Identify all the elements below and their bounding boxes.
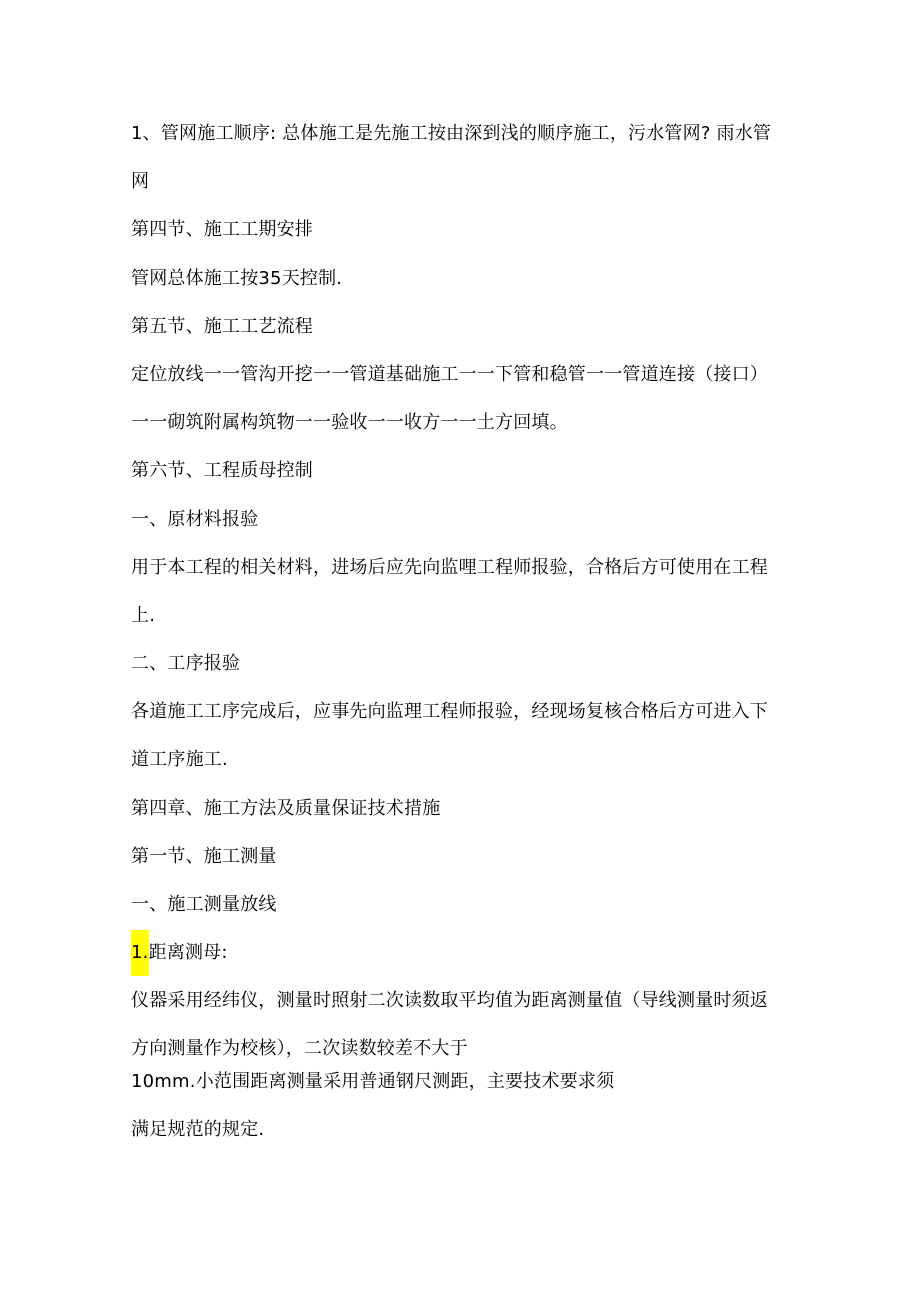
paragraph-line: 定位放线一一管沟开挖一一管道基础施工一一下管和稳管一一管道连接（接口） — [131, 364, 768, 385]
paragraph-line: 10mm.小范围距离测量采用普通钢尺测距，主要技术要求须 — [131, 1071, 615, 1092]
paragraph-line: 上. — [131, 605, 156, 626]
section-heading: 第五节、施工工艺流程 — [131, 316, 313, 337]
paragraph-line: 管网总体施工按35天控制. — [131, 268, 343, 289]
section-heading: 第四节、施工工期安排 — [131, 219, 313, 240]
paragraph-line: 一一砌筑附属构筑物一一验收一一收方一一土方回填。 — [131, 412, 568, 433]
numbered-item-text: 距离测母: — [148, 942, 228, 963]
subsection-heading: 一、原材料报验 — [131, 509, 259, 530]
paragraph-line: 网 — [131, 171, 150, 192]
paragraph-line: 道工序施工. — [131, 749, 228, 770]
section-heading: 第六节、工程质母控制 — [131, 460, 313, 481]
numbered-item — [131, 941, 228, 965]
paragraph-line: 1、管网施工顺序: 总体施工是先施工按由深到浅的顺序施工，污水管网? 雨水管 — [131, 123, 772, 144]
paragraph-line: 仪器采用经纬仪，测量时照射二次读数取平均值为距离测量值（导线测量时须返 — [131, 990, 768, 1011]
paragraph-line: 用于本工程的相关材料，进场后应先向监哩工程师报验，合格后方可使用在工程 — [131, 557, 768, 578]
subsection-heading: 二、工序报验 — [131, 653, 241, 674]
paragraph-line: 满足规范的规定. — [131, 1119, 265, 1140]
section-heading: 第一节、施工测量 — [131, 846, 277, 867]
paragraph-line: 各道施工工序完成后，应事先向监理工程师报验，经现场复核合格后方可进入下 — [131, 701, 768, 722]
highlighted-number: 1. — [131, 930, 149, 976]
chapter-heading: 第四章、施工方法及质量保证技术措施 — [131, 798, 441, 819]
paragraph-line: 方向测量作为校核），二次读数较差不大于 — [131, 1038, 468, 1059]
subsection-heading: 一、施工测量放线 — [131, 894, 277, 915]
